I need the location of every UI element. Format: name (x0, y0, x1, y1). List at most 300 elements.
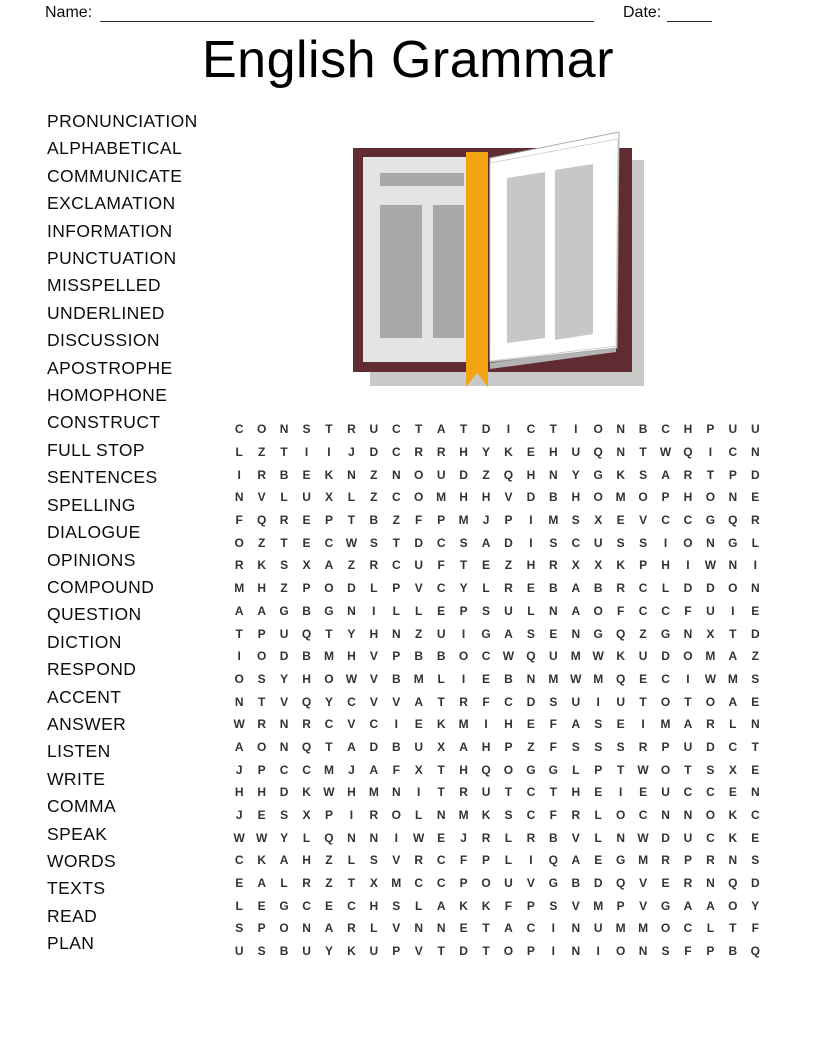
grid-cell: N (571, 626, 581, 641)
grid-cell: U (728, 422, 738, 437)
grid-cell: E (526, 445, 535, 460)
grid-cell: H (302, 853, 311, 868)
grid-cell: L (347, 853, 356, 868)
grid-cell: O (324, 581, 334, 596)
grid-cell: Z (280, 581, 288, 596)
grid-cell: N (750, 581, 760, 596)
grid-cell: C (661, 671, 670, 686)
grid-cell: W (570, 671, 582, 686)
grid-cell: O (234, 671, 244, 686)
grid-cell: I (484, 717, 488, 732)
grid-cell: H (459, 445, 468, 460)
grid-cell: D (750, 626, 760, 641)
grid-cell: D (661, 830, 670, 845)
grid-cell: T (325, 422, 333, 437)
grid-cell: A (571, 603, 581, 618)
grid-cell: N (369, 830, 379, 845)
grid-cell: S (280, 558, 289, 573)
grid-cell: M (705, 649, 716, 664)
grid-cell: Q (683, 445, 693, 460)
grid-cell: Z (527, 739, 535, 754)
grid-cell: M (391, 876, 402, 891)
grid-cell: Q (593, 445, 603, 460)
grid-cell: E (482, 558, 491, 573)
grid-cell: A (257, 876, 266, 891)
grid-cell: I (753, 558, 757, 573)
right-page-column-2 (555, 164, 593, 340)
grid-cell: A (706, 898, 715, 913)
grid-cell: Y (280, 830, 289, 845)
grid-cell: I (618, 785, 623, 800)
grid-cell: S (482, 603, 491, 618)
word-list-item: OPINIONS (47, 549, 136, 570)
grid-cell: Z (370, 490, 378, 505)
word-list-item: DICTION (47, 631, 122, 652)
grid-cell: R (302, 876, 311, 891)
grid-cell: S (369, 853, 378, 868)
word-list-item: READ (47, 905, 98, 926)
grid-cell: T (684, 694, 692, 709)
grid-cell: D (706, 581, 715, 596)
word-list-item: EXCLAMATION (47, 193, 176, 214)
grid-cell: H (481, 739, 491, 754)
grid-cell: H (257, 581, 266, 596)
grid-cell: A (369, 762, 379, 777)
grid-cell: N (661, 808, 670, 823)
grid-cell: G (593, 467, 603, 482)
grid-cell: O (705, 694, 716, 709)
grid-cell: O (481, 876, 491, 891)
grid-cell: M (234, 581, 245, 596)
grid-cell: O (615, 808, 626, 823)
grid-cell: A (234, 603, 244, 618)
grid-cell: A (504, 626, 513, 641)
grid-cell: T (639, 694, 647, 709)
grid-cell: E (437, 603, 446, 618)
grid-cell: A (279, 853, 289, 868)
grid-cell: I (304, 445, 309, 460)
grid-cell: A (324, 558, 334, 573)
grid-cell: E (302, 467, 311, 482)
grid-cell: B (302, 603, 311, 618)
grid-cell: C (728, 739, 738, 754)
grid-cell: K (459, 898, 468, 913)
grid-cell: A (324, 921, 334, 936)
grid-cell: C (683, 513, 693, 528)
grid-cell: Q (256, 513, 267, 528)
grid-cell: T (437, 785, 445, 800)
grid-cell: T (729, 626, 737, 641)
grid-cell: B (571, 876, 581, 891)
grid-cell: L (504, 853, 513, 868)
word-list-item: SPELLING (47, 494, 136, 515)
grid-cell: R (683, 876, 693, 891)
grid-cell: F (482, 694, 490, 709)
grid-cell: D (459, 944, 468, 959)
letter-grid (228, 418, 767, 963)
grid-cell: Q (481, 762, 491, 777)
grid-cell: W (704, 558, 717, 573)
grid-cell: K (324, 467, 334, 482)
grid-cell: C (347, 898, 356, 913)
grid-cell: D (369, 445, 379, 460)
grid-cell: O (615, 944, 626, 959)
grid-cell: V (526, 876, 535, 891)
grid-cell: H (526, 558, 536, 573)
grid-cell: U (683, 830, 693, 845)
grid-cell: W (413, 830, 425, 845)
grid-cell: U (593, 535, 603, 550)
grid-cell: N (728, 490, 738, 505)
grid-cell: P (257, 762, 266, 777)
grid-cell: E (661, 876, 670, 891)
grid-cell: T (392, 535, 400, 550)
grid-cell: P (324, 808, 333, 823)
grid-cell: G (660, 898, 671, 913)
grid-cell: V (280, 694, 289, 709)
grid-cell: R (369, 558, 379, 573)
grid-cell: A (347, 739, 356, 754)
grid-cell: P (683, 853, 692, 868)
grid-cell: E (437, 830, 446, 845)
grid-cell: Z (751, 649, 759, 664)
grid-cell: T (684, 762, 692, 777)
word-list-item: WRITE (47, 768, 106, 789)
grid-cell: L (706, 921, 715, 936)
word-list-item: MISSPELLED (47, 275, 161, 296)
grid-cell: F (549, 739, 558, 754)
grid-cell: M (413, 671, 424, 686)
grid-cell: C (526, 921, 536, 936)
grid-cell: R (750, 513, 760, 528)
grid-cell: C (279, 762, 289, 777)
grid-cell: M (548, 513, 559, 528)
grid-cell: L (482, 581, 490, 596)
grid-cell: U (706, 603, 715, 618)
grid-cell: W (323, 785, 335, 800)
grid-cell: B (549, 830, 558, 845)
grid-cell: C (728, 445, 738, 460)
grid-cell: D (683, 581, 693, 596)
grid-cell: C (683, 921, 693, 936)
grid-cell: Q (301, 739, 312, 754)
grid-cell: F (751, 921, 759, 936)
grid-cell: X (414, 762, 423, 777)
grid-cell: V (369, 694, 378, 709)
grid-cell: S (639, 535, 648, 550)
grid-cell: Q (548, 853, 559, 868)
grid-cell: D (526, 694, 536, 709)
grid-cell: H (481, 490, 491, 505)
grid-cell: C (706, 785, 715, 800)
open-book-illustration (348, 130, 648, 390)
grid-cell: O (256, 739, 267, 754)
grid-cell: L (392, 603, 400, 618)
grid-cell: V (369, 649, 378, 664)
grid-cell: V (369, 671, 378, 686)
grid-cell: K (257, 558, 266, 573)
grid-cell: A (728, 649, 738, 664)
grid-cell: C (571, 535, 581, 550)
grid-cell: Q (526, 649, 536, 664)
grid-cell: I (327, 445, 331, 460)
grid-cell: H (257, 785, 266, 800)
grid-cell: H (683, 422, 693, 437)
grid-cell: N (279, 739, 289, 754)
grid-cell: C (638, 581, 648, 596)
grid-cell: C (436, 876, 446, 891)
grid-cell: B (369, 513, 379, 528)
grid-cell: U (481, 785, 491, 800)
grid-cell: E (526, 717, 535, 732)
grid-cell: B (302, 649, 311, 664)
grid-cell: E (639, 671, 648, 686)
grid-cell: N (347, 467, 356, 482)
grid-cell: E (728, 785, 737, 800)
grid-cell: Z (347, 558, 356, 573)
grid-cell: X (594, 513, 603, 528)
grid-cell: V (257, 490, 266, 505)
grid-cell: C (347, 694, 356, 709)
grid-cell: U (504, 603, 513, 618)
grid-cell: R (638, 739, 648, 754)
grid-cell: C (526, 808, 536, 823)
grid-cell: A (459, 739, 468, 754)
grid-cell: N (234, 694, 244, 709)
grid-cell: O (391, 808, 401, 823)
word-list-item: PRONUNCIATION (47, 111, 198, 131)
grid-cell: W (255, 830, 268, 845)
grid-cell: T (437, 694, 445, 709)
grid-cell: W (233, 717, 245, 732)
grid-cell: V (571, 830, 580, 845)
grid-cell: O (593, 603, 603, 618)
grid-cell: E (616, 513, 625, 528)
grid-cell: B (279, 467, 289, 482)
word-list-item: ANSWER (47, 713, 127, 734)
grid-cell: S (235, 921, 244, 936)
grid-cell: T (280, 445, 288, 460)
grid-cell: P (392, 944, 401, 959)
grid-cell: U (369, 944, 379, 959)
grid-cell: N (728, 853, 738, 868)
grid-cell: Y (347, 626, 356, 641)
grid-cell: L (302, 830, 311, 845)
grid-cell: A (571, 581, 581, 596)
grid-cell: T (325, 626, 333, 641)
grid-cell: S (751, 671, 760, 686)
grid-cell: S (549, 535, 558, 550)
word-list-item: SPEAK (47, 823, 108, 844)
grid-cell: H (571, 785, 581, 800)
word-list-item: LISTEN (47, 741, 111, 762)
grid-cell: V (639, 513, 648, 528)
grid-cell: A (481, 535, 491, 550)
grid-cell: L (504, 830, 513, 845)
grid-cell: K (347, 944, 356, 959)
grid-cell: L (594, 808, 602, 823)
grid-cell: K (616, 649, 625, 664)
grid-cell: T (235, 626, 243, 641)
grid-cell: S (302, 422, 311, 437)
grid-cell: V (392, 694, 401, 709)
grid-cell: T (325, 739, 333, 754)
grid-cell: F (392, 762, 400, 777)
grid-cell: T (482, 921, 490, 936)
grid-cell: M (727, 671, 738, 686)
grid-cell: O (683, 649, 693, 664)
grid-cell: Y (324, 694, 333, 709)
grid-cell: U (750, 422, 760, 437)
grid-cell: C (661, 422, 670, 437)
grid-cell: M (458, 717, 469, 732)
grid-cell: O (593, 490, 603, 505)
grid-cell: Q (615, 876, 626, 891)
grid-cell: C (391, 422, 401, 437)
page-title: English Grammar (201, 31, 615, 89)
grid-cell: G (660, 626, 671, 641)
grid-cell: O (728, 898, 738, 913)
grid-cell: W (345, 535, 358, 550)
grid-cell: N (347, 830, 356, 845)
word-list-item: HOMOPHONE (47, 385, 168, 406)
grid-cell: L (751, 535, 759, 550)
grid-cell: P (482, 853, 491, 868)
grid-cell: R (706, 853, 715, 868)
grid-cell: D (369, 739, 379, 754)
grid-cell: B (391, 671, 401, 686)
grid-cell: C (414, 876, 424, 891)
grid-cell: O (503, 762, 514, 777)
grid-cell: L (280, 490, 288, 505)
grid-cell: R (459, 785, 468, 800)
grid-cell: O (660, 762, 671, 777)
grid-cell: K (436, 717, 446, 732)
grid-cell: N (347, 603, 356, 618)
grid-cell: I (596, 694, 600, 709)
grid-cell: A (661, 467, 670, 482)
name-label: Name: (45, 4, 93, 21)
grid-cell: S (280, 808, 289, 823)
grid-cell: U (436, 626, 446, 641)
grid-cell: C (526, 422, 536, 437)
grid-cell: Y (280, 671, 289, 686)
grid-cell: I (372, 603, 376, 618)
grid-cell: Q (615, 626, 626, 641)
grid-cell: Z (325, 876, 333, 891)
grid-cell: S (504, 808, 513, 823)
grid-cell: R (571, 808, 581, 823)
grid-cell: L (370, 581, 378, 596)
grid-cell: C (234, 853, 244, 868)
grid-cell: O (660, 921, 671, 936)
grid-cell: R (683, 467, 693, 482)
grid-cell: R (302, 717, 311, 732)
grid-cell: V (392, 921, 401, 936)
grid-cell: J (348, 762, 355, 777)
grid-cell: C (436, 581, 446, 596)
grid-cell: N (750, 717, 760, 732)
grid-cell: R (347, 921, 356, 936)
grid-cell: G (548, 876, 559, 891)
grid-cell: O (256, 649, 267, 664)
grid-cell: O (279, 921, 289, 936)
grid-cell: R (526, 830, 536, 845)
grid-cell: S (616, 739, 625, 754)
grid-cell: G (705, 513, 716, 528)
grid-cell: J (460, 830, 467, 845)
grid-cell: O (234, 535, 244, 550)
grid-cell: D (593, 876, 603, 891)
grid-cell: N (706, 535, 715, 550)
grid-cell: N (638, 944, 648, 959)
grid-cell: S (549, 694, 558, 709)
grid-cell: E (302, 535, 311, 550)
grid-cell: T (437, 762, 445, 777)
grid-cell: X (571, 558, 580, 573)
grid-cell: C (391, 445, 401, 460)
grid-cell: L (594, 830, 602, 845)
grid-cell: X (302, 558, 311, 573)
word-list-item: PLAN (47, 933, 95, 954)
grid-cell: A (257, 603, 266, 618)
grid-cell: O (324, 671, 334, 686)
grid-cell: R (459, 694, 468, 709)
grid-cell: A (571, 717, 581, 732)
grid-cell: U (571, 445, 581, 460)
grid-cell: T (347, 513, 356, 528)
grid-cell: M (638, 921, 649, 936)
grid-cell: N (414, 921, 424, 936)
grid-cell: I (237, 467, 241, 482)
grid-cell: W (233, 830, 245, 845)
word-list-item: INFORMATION (47, 220, 173, 241)
word-list-item: APOSTROPHE (47, 357, 173, 378)
grid-cell: F (549, 808, 558, 823)
grid-cell: N (526, 671, 536, 686)
grid-cell: E (594, 785, 603, 800)
grid-cell: U (234, 944, 244, 959)
grid-cell: R (661, 853, 670, 868)
bookmark-ribbon-icon (466, 152, 488, 387)
grid-cell: O (414, 467, 424, 482)
grid-cell: O (458, 649, 469, 664)
grid-cell: N (549, 603, 558, 618)
grid-cell: Z (257, 445, 266, 460)
grid-cell: T (459, 558, 468, 573)
grid-cell: H (526, 467, 536, 482)
grid-cell: M (638, 853, 649, 868)
grid-cell: P (594, 762, 603, 777)
grid-cell: I (529, 853, 533, 868)
grid-cell: H (549, 445, 558, 460)
grid-cell: V (639, 876, 648, 891)
grid-cell: H (504, 717, 513, 732)
grid-cell: E (751, 490, 760, 505)
grid-cell: Q (750, 944, 760, 959)
grid-cell: P (392, 649, 401, 664)
grid-cell: U (616, 694, 625, 709)
grid-cell: T (437, 944, 445, 959)
grid-cell: Z (415, 626, 423, 641)
grid-cell: Q (728, 513, 738, 528)
grid-cell: L (280, 876, 288, 891)
grid-cell: H (347, 649, 356, 664)
grid-cell: H (459, 762, 468, 777)
grid-cell: N (616, 445, 625, 460)
grid-cell: V (414, 581, 423, 596)
grid-cell: D (279, 785, 289, 800)
